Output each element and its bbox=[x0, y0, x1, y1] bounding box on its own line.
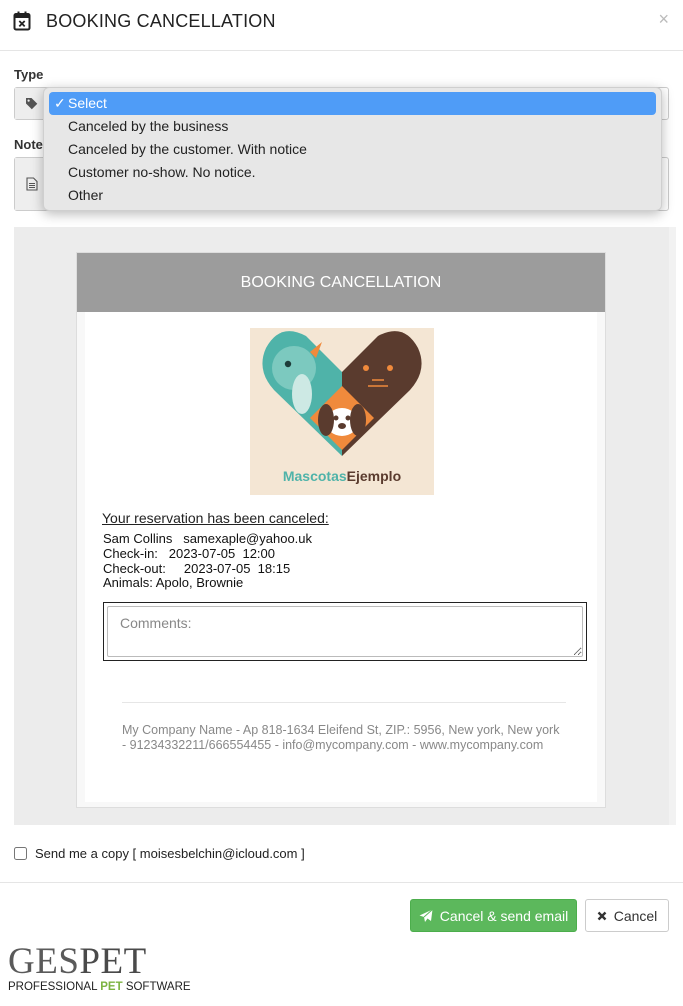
send-copy-row[interactable] bbox=[14, 846, 305, 861]
reservation-title: Your reservation has been canceled: bbox=[102, 510, 329, 526]
send-copy-checkbox[interactable] bbox=[14, 847, 27, 860]
brand-name bbox=[250, 468, 434, 484]
cancel-button[interactable] bbox=[585, 899, 669, 932]
preview-scrollbar[interactable] bbox=[669, 227, 676, 825]
tagline-part1: PROFESSIONAL bbox=[8, 981, 101, 993]
gespet-name bbox=[8, 941, 191, 982]
type-option-select[interactable] bbox=[49, 92, 656, 115]
gespet-logo bbox=[8, 941, 191, 993]
modal-header bbox=[0, 0, 683, 51]
calendar-x-icon bbox=[13, 11, 31, 31]
close-icon[interactable]: × bbox=[658, 9, 669, 29]
check-icon: ✓ bbox=[54, 95, 66, 111]
notes-label: Note bbox=[14, 137, 43, 152]
paper-plane-icon bbox=[419, 909, 433, 923]
send-copy-label: Send me a copy [ moisesbelchin@icloud.com ] bbox=[35, 846, 305, 861]
checkout-line: Check-out: 2023-07-05 18:15 bbox=[103, 561, 291, 576]
type-option-business[interactable]: Canceled by the business bbox=[68, 118, 229, 134]
modal-title: BOOKING CANCELLATION bbox=[46, 11, 276, 31]
type-option-other[interactable]: Other bbox=[68, 187, 104, 203]
email-banner-title: BOOKING CANCELLATION bbox=[77, 253, 605, 312]
tagline-part3: SOFTWARE bbox=[122, 981, 191, 993]
pets-heart-icon bbox=[250, 328, 434, 468]
tagline-part2: PET bbox=[100, 981, 123, 993]
modal-footer bbox=[0, 882, 683, 944]
email-preview bbox=[14, 227, 676, 825]
tag-icon bbox=[25, 97, 38, 110]
email-body bbox=[85, 312, 597, 802]
type-option-no-show[interactable]: Customer no-show. No notice. bbox=[68, 164, 256, 180]
checkin-line: Check-in: 2023-07-05 12:00 bbox=[103, 546, 275, 561]
type-option-customer-notice[interactable]: Canceled by the customer. With notice bbox=[68, 141, 307, 157]
comments-textarea[interactable] bbox=[107, 606, 583, 657]
company-footer: My Company Name - Ap 818-1634 Eleifend St, ZIP.: 5956, New york, New york - 91234332211/666554455 - info@mycompany.com - www.mycompany.com bbox=[122, 723, 560, 752]
email-card bbox=[76, 252, 606, 808]
comments-frame bbox=[103, 602, 587, 661]
gespet-name-part1: GES bbox=[8, 941, 80, 982]
gespet-name-part2: PET bbox=[79, 941, 147, 982]
document-icon bbox=[26, 177, 38, 191]
animals-line: Animals: Apolo, Brownie bbox=[103, 575, 244, 590]
brand-name-part2: Ejemplo bbox=[346, 468, 402, 484]
cancel-button-label: Cancel bbox=[613, 907, 658, 924]
send-button-label: Cancel & send email bbox=[439, 907, 569, 924]
cancel-and-send-email-button[interactable] bbox=[410, 899, 577, 932]
type-dropdown-menu[interactable] bbox=[43, 87, 662, 211]
gespet-tagline bbox=[8, 981, 191, 993]
brand-name-part1: Mascotas bbox=[282, 468, 347, 484]
x-icon bbox=[597, 911, 607, 921]
type-option-label: Select bbox=[68, 95, 107, 111]
customer-line: Sam Collins samexaple@yahoo.uk bbox=[103, 531, 313, 546]
company-logo bbox=[250, 328, 434, 495]
divider bbox=[122, 702, 566, 703]
type-label: Type bbox=[14, 67, 44, 82]
